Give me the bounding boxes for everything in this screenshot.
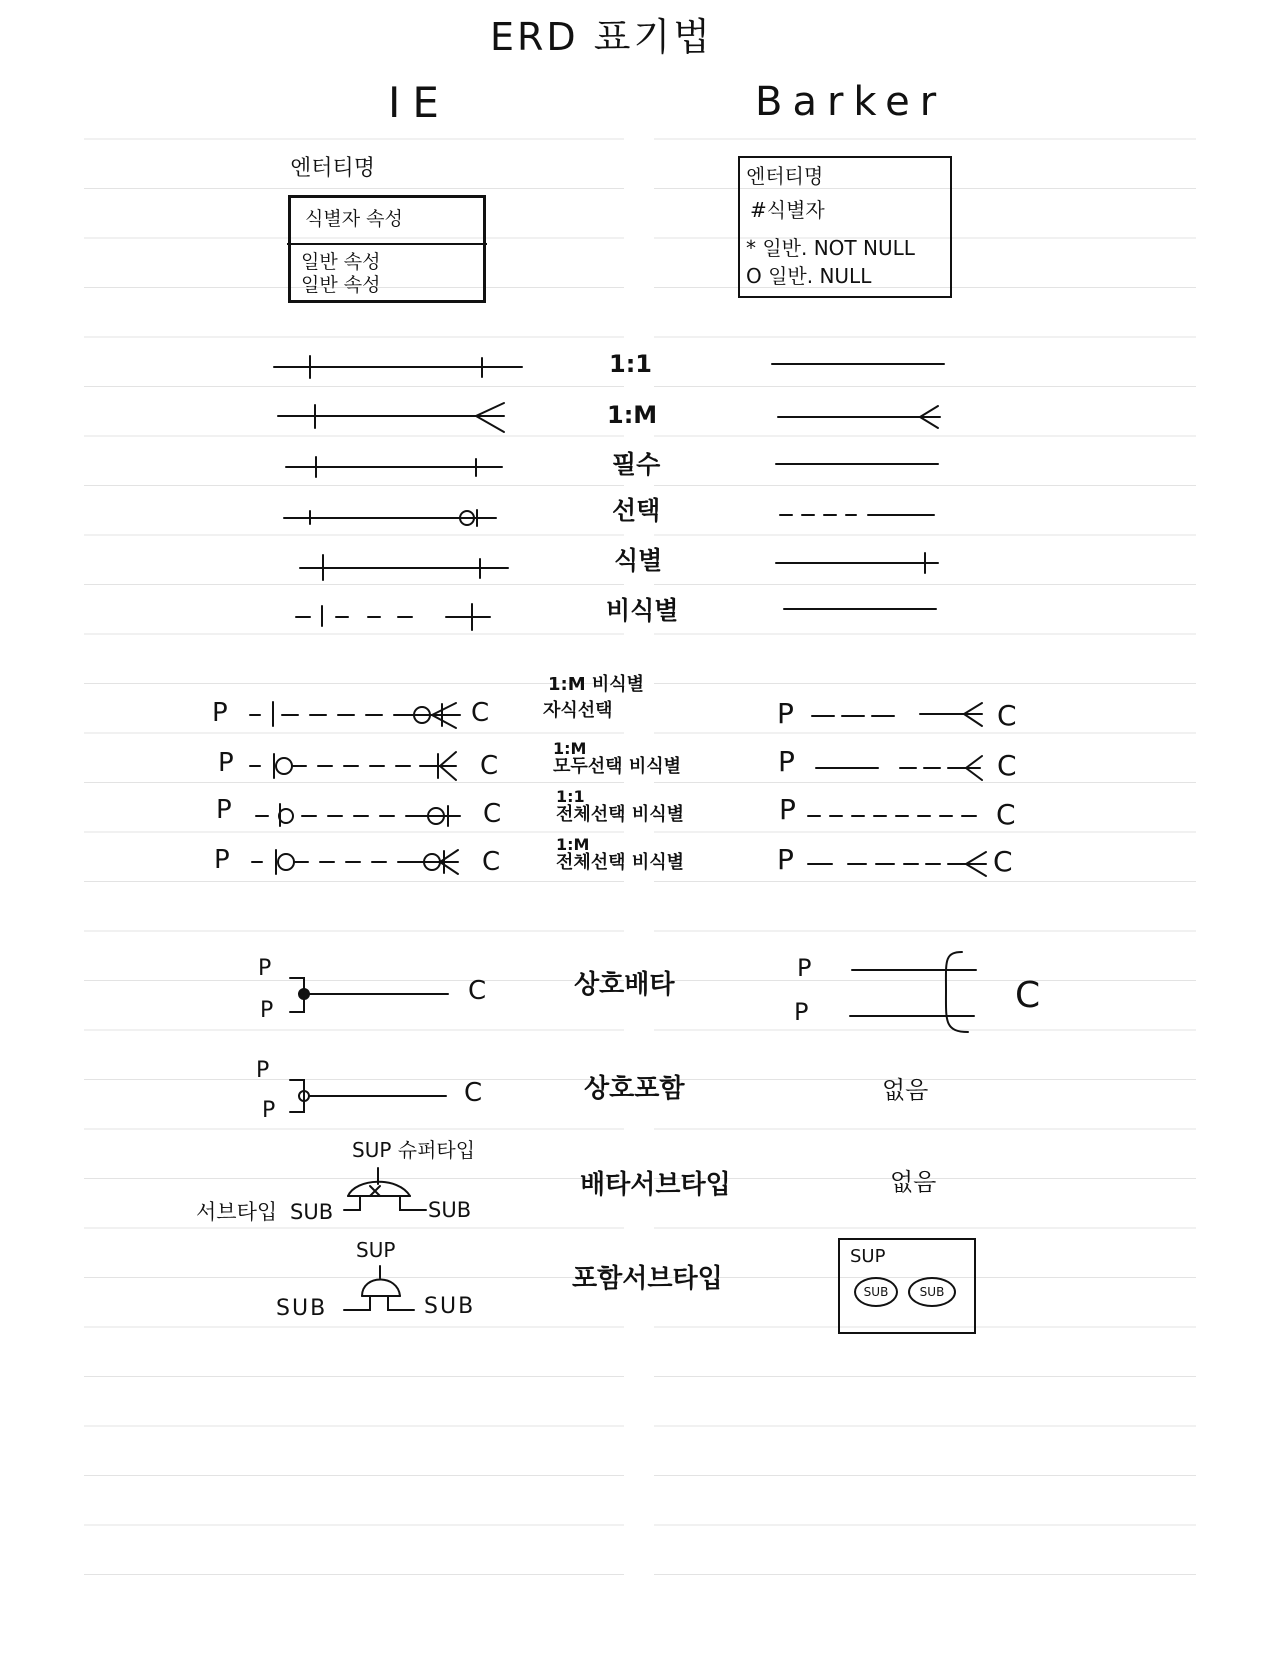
label-mandatory: 필수	[612, 450, 661, 479]
ie-combo-2-child: C	[480, 751, 499, 781]
ie-optional-line	[284, 510, 496, 526]
ie-incl-subtype-sup: SUP	[356, 1238, 396, 1262]
combo-4-line1: 1:M	[556, 835, 590, 854]
label-identifying: 식별	[614, 546, 663, 575]
barker-subtype-2: SUB	[908, 1277, 956, 1307]
ie-exclusive-symbol	[290, 978, 448, 1012]
label-inclusive-subtype: 포함서브타입	[572, 1264, 723, 1294]
combo-1-line2: 자식선택	[543, 700, 613, 721]
ie-excl-subtype-sup: SUP 슈퍼타입	[352, 1138, 476, 1162]
ie-one-to-many-line	[278, 403, 504, 432]
ie-combo-4-line	[252, 850, 458, 874]
barker-identifying-line	[776, 553, 938, 573]
label-inclusive: 상호포함	[584, 1074, 685, 1104]
barker-supertype-label: SUP	[850, 1246, 886, 1267]
ie-excl-child: C	[468, 976, 487, 1006]
ie-incl-child: C	[464, 1078, 483, 1108]
ie-general-attr-2: 일반 속성	[301, 274, 381, 296]
ie-heading: IE	[388, 78, 451, 127]
barker-one-to-many-line	[778, 406, 940, 428]
ie-combo-3-parent: P	[216, 795, 232, 825]
ie-exclusive-subtype-symbol	[344, 1168, 426, 1210]
barker-combo-4-parent: P	[777, 843, 794, 876]
ie-excl-parent-2: P	[260, 998, 274, 1023]
barker-combo-2-child: C	[997, 749, 1017, 782]
barker-optional-attr: O 일반. NULL	[746, 264, 872, 288]
barker-combo-2-parent: P	[778, 745, 795, 778]
combo-2-line1: 1:M	[553, 739, 587, 758]
label-one-to-one: 1:1	[609, 350, 652, 378]
barker-combo-1-child: C	[997, 699, 1017, 732]
ie-incl-parent-2: P	[262, 1098, 276, 1123]
combo-4-line2: 전체선택 비식별	[556, 852, 684, 873]
barker-excl-subtype-none: 없음	[890, 1168, 937, 1196]
ie-general-attr-1: 일반 속성	[301, 251, 381, 273]
barker-combo-2-line	[816, 756, 982, 780]
ie-combo-4-child: C	[482, 847, 501, 877]
ie-combo-1-parent: P	[212, 698, 228, 728]
label-exclusive-subtype: 배타서브타입	[580, 1170, 731, 1200]
barker-excl-child: C	[1015, 975, 1041, 1016]
ie-combo-4-parent: P	[214, 845, 230, 875]
barker-subtype-1: SUB	[854, 1277, 898, 1307]
label-exclusive: 상호배타	[574, 970, 675, 1000]
barker-inclusive-none: 없음	[882, 1076, 929, 1104]
ie-combo-2-parent: P	[218, 748, 234, 778]
ie-combo-3-line	[256, 804, 460, 826]
ie-inclusive-symbol	[290, 1080, 446, 1112]
combo-1-line1: 1:M 비식별	[548, 674, 645, 695]
ie-excl-subtype-label: 서브타입	[196, 1200, 278, 1224]
ie-excl-subtype-sub-2: SUB	[428, 1198, 472, 1222]
ie-excl-subtype-sub-1: SUB	[290, 1200, 334, 1224]
ie-identifier-attr: 식별자 속성	[305, 208, 403, 230]
barker-exclusive-arc	[850, 952, 976, 1032]
barker-combo-1-parent: P	[777, 697, 794, 730]
combo-2-line2: 모두선택 비식별	[553, 756, 681, 777]
ie-incl-parent-1: P	[256, 1058, 270, 1083]
ie-entity-name: 엔터티명	[290, 156, 376, 181]
ie-combo-1-line	[250, 702, 460, 728]
ie-incl-subtype-sub-1: SUB	[276, 1296, 328, 1321]
ie-identifying-line	[300, 555, 508, 580]
barker-combo-3-child: C	[996, 798, 1016, 831]
barker-combo-1-line	[812, 703, 982, 726]
barker-entity-name: 엔터티명	[746, 164, 824, 188]
label-optional: 선택	[612, 496, 661, 525]
barker-heading: Barker	[755, 79, 947, 125]
ie-incl-subtype-sub-2: SUB	[424, 1294, 476, 1319]
ie-one-to-one-line	[274, 356, 522, 378]
label-non-identifying: 비식별	[606, 596, 679, 625]
combo-3-line1: 1:1	[556, 787, 585, 806]
barker-mandatory-attr: * 일반. NOT NULL	[746, 236, 915, 260]
barker-combo-4-line	[808, 852, 986, 876]
ie-inclusive-subtype-symbol	[344, 1266, 414, 1310]
combo-3-line2: 전체선택 비식별	[556, 804, 684, 825]
barker-combo-3-parent: P	[779, 793, 796, 826]
ie-combo-1-child: C	[471, 698, 490, 728]
ie-non-identifying-line	[296, 604, 490, 630]
barker-identifier: #식별자	[750, 198, 825, 222]
label-one-to-many: 1:M	[607, 401, 658, 429]
ie-combo-3-child: C	[483, 799, 502, 829]
barker-excl-parent-1: P	[797, 954, 812, 982]
ie-excl-parent-1: P	[258, 956, 272, 981]
page-title: ERD 표기법	[490, 15, 713, 59]
ie-mandatory-line	[286, 457, 502, 477]
ie-combo-2-line	[250, 752, 456, 780]
barker-combo-4-child: C	[993, 845, 1013, 878]
barker-excl-parent-2: P	[794, 998, 809, 1026]
